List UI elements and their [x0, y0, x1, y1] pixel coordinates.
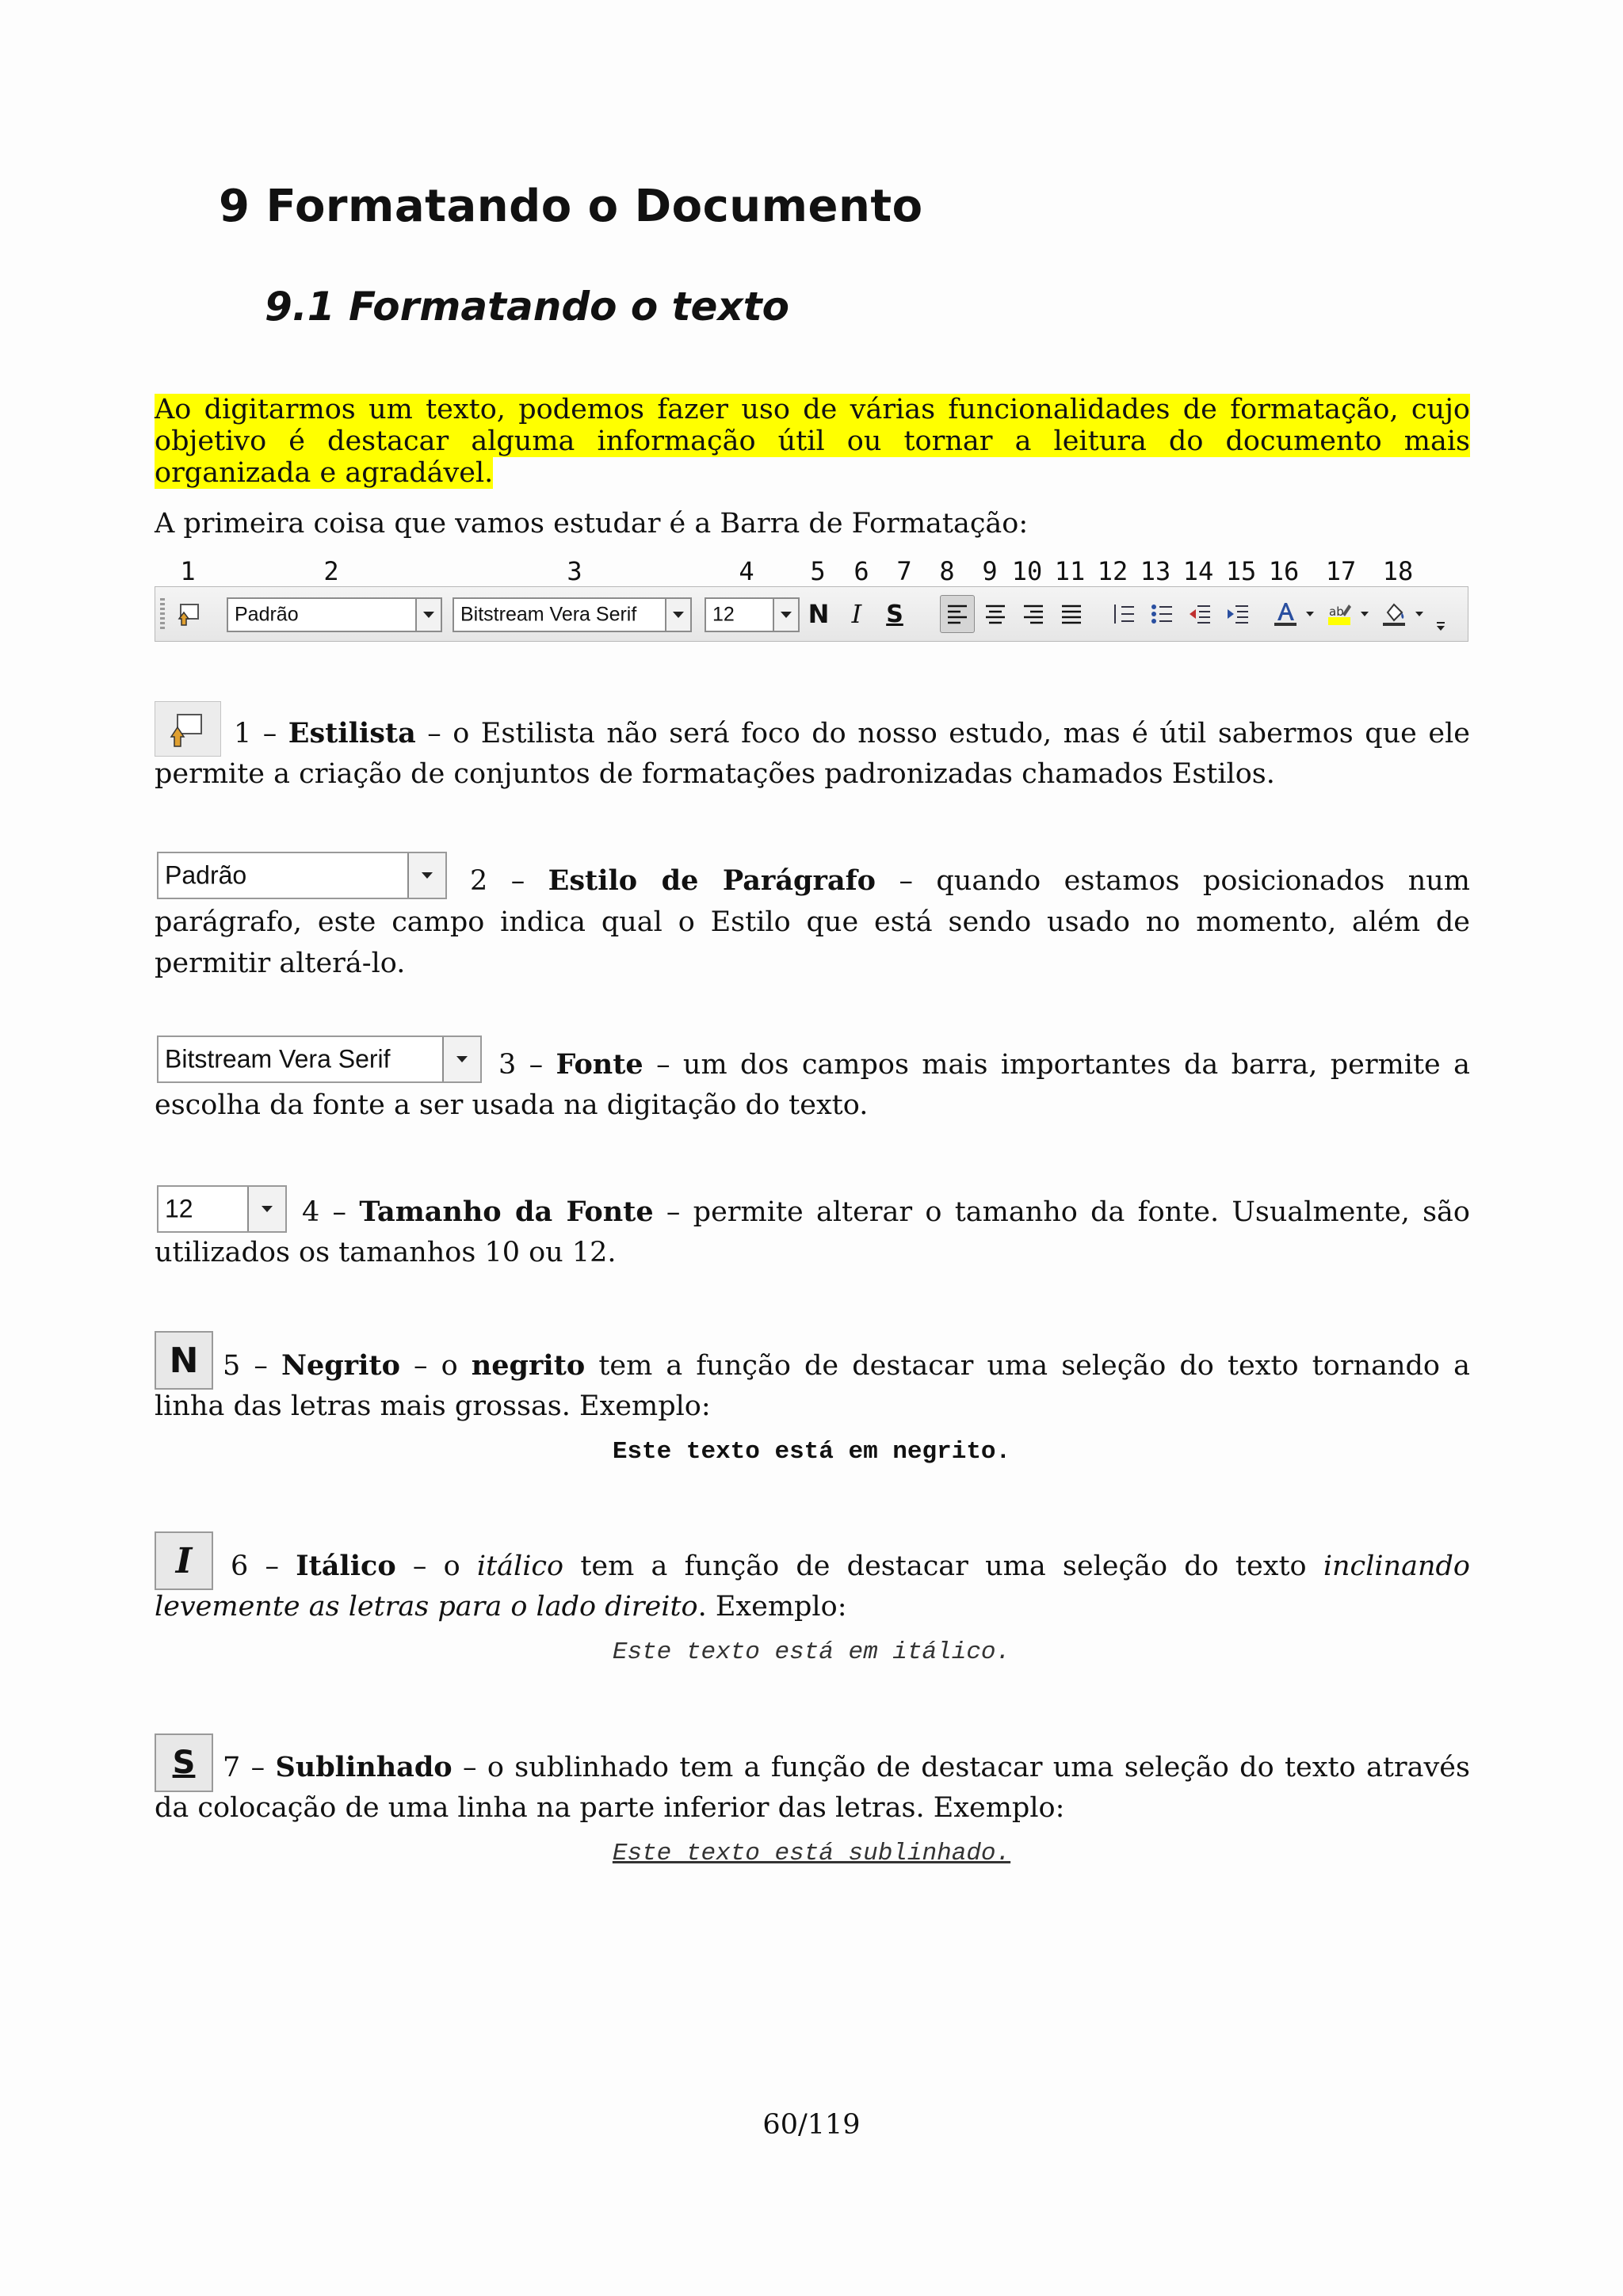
item-number: 2 –: [470, 865, 525, 897]
underline-button[interactable]: [877, 595, 912, 633]
toolbar-number: 12: [1097, 556, 1128, 586]
align-left-icon: [946, 604, 968, 624]
item-7-paragraph: [155, 1747, 1470, 1829]
font-name-value: Bitstream Vera Serif: [460, 603, 637, 626]
justify-icon: [1060, 604, 1083, 624]
bold-icon: N: [808, 599, 830, 629]
chevron-down-icon[interactable]: [415, 599, 441, 631]
bullet-list-icon: [1150, 603, 1174, 625]
highlighting-button[interactable]: [1322, 595, 1357, 633]
paint-bucket-icon: [1381, 601, 1407, 627]
decrease-indent-icon: [1188, 603, 1212, 625]
item-5-paragraph: [155, 1345, 1470, 1427]
item-text: – o Estilista não será foco do nosso estudo, mas é útil sabermos que ele permite a criação de conjuntos de formatações padronizadas chamados Estilos.: [155, 718, 1470, 790]
item-text: tem a função de destacar uma seleção do texto tornando a linha das letras mais grossas. Exemplo:: [155, 1350, 1470, 1422]
toolbar-grip[interactable]: [160, 598, 165, 631]
justify-button[interactable]: [1054, 595, 1089, 633]
section-title: 9.1 Formatando o texto: [265, 284, 789, 330]
item-title: Tamanho da Fonte: [359, 1196, 654, 1228]
background-color-button[interactable]: [1377, 595, 1411, 633]
item-title: Fonte: [556, 1048, 643, 1081]
item-number: 4 –: [302, 1196, 347, 1228]
italic-example: Este texto está em itálico.: [612, 1638, 1011, 1666]
toolbar-number: 10: [1011, 556, 1043, 586]
toolbar-number: 7: [896, 556, 912, 586]
font-size-select[interactable]: [705, 597, 800, 632]
toolbar-number: 2: [323, 556, 339, 586]
item-text: . Exemplo:: [697, 1591, 847, 1623]
chevron-down-icon[interactable]: [665, 599, 690, 631]
svg-text:ab: ab: [1329, 605, 1344, 619]
paragraph-style-value: Padrão: [165, 860, 247, 890]
toolbar-number: 4: [739, 556, 754, 586]
bold-button[interactable]: [801, 595, 836, 633]
numbered-list-icon: [1112, 603, 1136, 625]
item-text: – quando estamos posicionados num parágrafo, este campo indica qual o Estilo que está sendo usado no momento, além de permitir alterá-lo.: [155, 865, 1470, 979]
align-center-button[interactable]: [978, 595, 1013, 633]
item-title: Sublinhado: [275, 1751, 453, 1783]
item-3-paragraph: [155, 1044, 1470, 1126]
increase-indent-button[interactable]: [1220, 595, 1255, 633]
item-title: Estilista: [288, 717, 416, 749]
font-size-value: 12: [165, 1194, 193, 1223]
chapter-title: 9 Formatando o Documento: [219, 181, 923, 232]
item-number: 1 –: [234, 718, 277, 749]
item-title: Itálico: [296, 1550, 396, 1582]
bold-glyph: N: [169, 1340, 199, 1381]
toolbar-intro-text: A primeira coisa que vamos estudar é a Barra de Formatação:: [155, 508, 1029, 540]
item-text: tem a função de destacar uma seleção do texto: [580, 1550, 1307, 1582]
toolbar-number: 17: [1325, 556, 1357, 586]
toolbar-number: 6: [854, 556, 869, 586]
underline-icon: S: [886, 600, 903, 628]
chevron-down-icon[interactable]: [1306, 612, 1314, 616]
chevron-down-icon[interactable]: [1361, 612, 1369, 616]
highlighted-intro-text: Ao digitarmos um texto, podemos fazer uso de várias funcionalidades de formatação, cujo objetivo é destacar alguma informação útil ou tornar a leitura do documento mais organizada e agradável.: [155, 394, 1470, 489]
align-center-icon: [984, 604, 1006, 624]
italic-icon: I: [851, 599, 862, 629]
font-color-icon: [1273, 601, 1298, 627]
item-text: – permite alterar o tamanho da fonte. Usualmente, são utilizados os tamanhos 10 ou 12.: [155, 1196, 1470, 1268]
item-6-paragraph: [155, 1546, 1470, 1627]
italic-glyph: I: [175, 1540, 193, 1581]
item-text: – o sublinhado tem a função de destacar uma seleção do texto através da colocação de uma linha na parte inferior das letras. Exemplo:: [155, 1752, 1470, 1824]
stylist-icon: [176, 601, 201, 627]
page-number: 60/119: [762, 2109, 861, 2141]
paragraph-style-select[interactable]: [227, 597, 442, 632]
font-color-button[interactable]: [1268, 595, 1303, 633]
toolbar-number: 11: [1054, 556, 1086, 586]
item-title: Negrito: [281, 1349, 400, 1382]
align-right-icon: [1022, 604, 1044, 624]
toolbar-overflow-button[interactable]: [1433, 619, 1449, 635]
highlighter-icon: [1327, 601, 1352, 627]
toolbar-number: 14: [1182, 556, 1214, 586]
toolbar-number: 13: [1140, 556, 1171, 586]
font-name-value: Bitstream Vera Serif: [165, 1044, 391, 1074]
item-text: – o: [414, 1350, 458, 1382]
font-name-select[interactable]: [453, 597, 692, 632]
toolbar-number: 5: [810, 556, 826, 586]
chevron-down-icon[interactable]: [773, 599, 798, 631]
item-1-paragraph: [155, 713, 1470, 795]
paragraph-style-value: Padrão: [235, 603, 299, 626]
item-emphasis: negrito: [471, 1349, 586, 1382]
numbering-button[interactable]: [1106, 595, 1141, 633]
item-emphasis: inclinando levemente as letras para o lado direito: [155, 1550, 1470, 1623]
intro-paragraph: [155, 394, 1470, 489]
toolbar-number: 18: [1382, 556, 1414, 586]
item-2-paragraph: [155, 860, 1470, 984]
item-number: 6 –: [231, 1550, 279, 1582]
toolbar-number: 15: [1225, 556, 1257, 586]
chevron-down-icon[interactable]: [1415, 612, 1423, 616]
formatting-toolbar: [155, 586, 1468, 642]
chevron-down-icon: [1435, 621, 1446, 632]
bullets-button[interactable]: [1144, 595, 1179, 633]
item-text: – um dos campos mais importantes da barra, permite a escolha da fonte a ser usada na digitação do texto.: [155, 1049, 1470, 1121]
item-title: Estilo de Parágrafo: [548, 864, 876, 897]
toolbar-number-labels: [0, 556, 1623, 588]
toolbar-number: 9: [982, 556, 998, 586]
toolbar-number: 16: [1268, 556, 1300, 586]
toolbar-number: 8: [939, 556, 955, 586]
bold-example: Este texto está em negrito.: [612, 1438, 1011, 1466]
toolbar-number: 3: [567, 556, 582, 586]
toolbar-number: 1: [180, 556, 196, 586]
underline-example: Este texto está sublinhado.: [612, 1840, 1011, 1867]
stylist-button[interactable]: [171, 595, 206, 633]
align-left-button[interactable]: [940, 595, 975, 633]
item-emphasis: itálico: [476, 1550, 564, 1582]
italic-button[interactable]: [839, 595, 874, 633]
underline-glyph: S: [172, 1745, 196, 1781]
align-right-button[interactable]: [1016, 595, 1051, 633]
decrease-indent-button[interactable]: [1182, 595, 1217, 633]
item-4-paragraph: [155, 1192, 1470, 1273]
item-text: – o: [412, 1550, 460, 1582]
item-number: 5 –: [223, 1350, 268, 1382]
font-size-value: 12: [712, 603, 735, 626]
item-number: 7 –: [223, 1752, 265, 1783]
item-number: 3 –: [498, 1049, 544, 1081]
increase-indent-icon: [1226, 603, 1250, 625]
